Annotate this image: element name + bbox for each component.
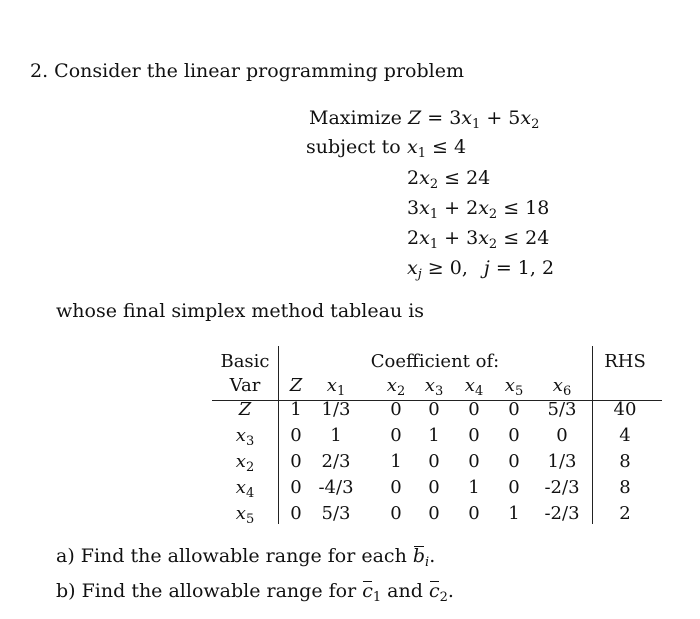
question-b bbox=[56, 580, 454, 605]
row-2-coef-x6: 1/3 bbox=[547, 451, 577, 472]
constraint-3-sub-b: 2 bbox=[488, 207, 498, 222]
row-4-coef-x3: 0 bbox=[428, 503, 440, 524]
constraint-4-sub-b: 2 bbox=[488, 237, 498, 252]
row-0-z-coef: 1 bbox=[290, 399, 302, 420]
constraint-1-sub: 1 bbox=[417, 146, 426, 161]
row-0-basic-var-name: Z bbox=[238, 399, 252, 420]
row-2-coef-x2: 1 bbox=[390, 451, 402, 472]
question-b-var1: c bbox=[362, 580, 373, 602]
header-z: Z bbox=[289, 375, 303, 396]
simplex-tableau bbox=[212, 346, 662, 527]
row-0-coef-x4: 0 bbox=[468, 399, 480, 420]
row-3-basic-var-sub: 4 bbox=[245, 486, 255, 501]
row-4-coef-x6: -2/3 bbox=[544, 503, 580, 524]
row-0-coef-x2: 0 bbox=[390, 399, 402, 420]
header-x4 bbox=[464, 375, 484, 399]
row-1-coef-x4: 0 bbox=[468, 425, 480, 446]
constraint-1 bbox=[407, 136, 467, 161]
row-2-basic-var-sub: 2 bbox=[245, 460, 255, 475]
header-x6-sub: 6 bbox=[562, 384, 572, 399]
header-x1-sub: 1 bbox=[336, 384, 346, 399]
row-4-coef-x5: 1 bbox=[508, 503, 520, 524]
row-2-coef-x1: 2/3 bbox=[321, 451, 351, 472]
row-4-rhs: 2 bbox=[619, 503, 631, 524]
row-3-coef-x2: 0 bbox=[390, 477, 402, 498]
constraint-4-mid: + 3 bbox=[438, 227, 479, 249]
row-0-rhs: 40 bbox=[613, 399, 637, 420]
constraint-2-var: x bbox=[419, 167, 430, 189]
row-1-coef-x3: 1 bbox=[428, 425, 440, 446]
constraint-3-sub-a: 1 bbox=[429, 207, 439, 222]
row-3-basic-var bbox=[235, 477, 255, 501]
question-b-prefix: b) Find the allowable range for bbox=[56, 580, 363, 602]
row-0-coef-x3: 0 bbox=[428, 399, 440, 420]
row-2-rhs: 8 bbox=[619, 451, 631, 472]
constraint-4 bbox=[407, 227, 550, 252]
header-x4-var: x bbox=[464, 375, 475, 396]
tableau-divider-basic bbox=[278, 346, 279, 524]
question-a-var: b bbox=[412, 545, 426, 567]
row-2-basic-var bbox=[235, 451, 255, 475]
constraint-nonnegativity bbox=[407, 257, 555, 282]
row-2-coef-x4: 0 bbox=[468, 451, 480, 472]
row-2-z-coef: 0 bbox=[290, 451, 302, 472]
row-1-rhs: 4 bbox=[619, 425, 631, 446]
row-1-z-coef: 0 bbox=[290, 425, 302, 446]
objective-label: Maximize bbox=[309, 107, 402, 129]
header-x2-var: x bbox=[386, 375, 397, 396]
row-1-basic-var bbox=[235, 425, 255, 449]
constraint-3 bbox=[407, 197, 550, 222]
header-x6 bbox=[552, 375, 572, 399]
row-1-coef-x2: 0 bbox=[390, 425, 402, 446]
header-x2 bbox=[386, 375, 406, 399]
problem-heading: 2. Consider the linear programming problem bbox=[30, 60, 464, 82]
objective-x2-sub: 2 bbox=[531, 117, 540, 132]
constraint-1-rest: ≤ 4 bbox=[426, 136, 467, 158]
question-a-prefix: a) Find the allowable range for each bbox=[56, 545, 413, 567]
constraint-5-j: j bbox=[483, 257, 490, 279]
row-3-z-coef: 0 bbox=[290, 477, 302, 498]
constraint-4-var-a: x bbox=[419, 227, 430, 249]
row-3-coef-x3: 0 bbox=[428, 477, 440, 498]
constraint-2-rest: ≤ 24 bbox=[438, 167, 491, 189]
row-0-coef-x6: 5/3 bbox=[547, 399, 577, 420]
header-x5 bbox=[504, 375, 524, 399]
question-a-sub: i bbox=[425, 555, 430, 570]
row-4-z-coef: 0 bbox=[290, 503, 302, 524]
objective-z: Z bbox=[408, 107, 422, 129]
objective-eq: = 3 bbox=[421, 107, 462, 129]
question-b-mid: and bbox=[381, 580, 429, 602]
constraint-2-lead: 2 bbox=[407, 167, 420, 189]
row-2-coef-x5: 0 bbox=[508, 451, 520, 472]
constraint-5-var: x bbox=[407, 257, 418, 279]
tableau-intro: whose final simplex method tableau is bbox=[56, 300, 425, 322]
constraint-1-var: x bbox=[407, 136, 418, 158]
objective-plus: + 5 bbox=[480, 107, 521, 129]
tableau-divider-rhs bbox=[592, 346, 593, 524]
objective-x1-sub: 1 bbox=[472, 117, 481, 132]
header-rhs: RHS bbox=[604, 351, 646, 372]
header-coefficient: Coefficient of: bbox=[370, 351, 500, 372]
row-2-basic-var-name: x bbox=[235, 451, 246, 472]
row-3-coef-x5: 0 bbox=[508, 477, 520, 498]
row-1-basic-var-sub: 3 bbox=[245, 434, 255, 449]
header-x4-sub: 4 bbox=[474, 384, 484, 399]
header-var: Var bbox=[229, 375, 261, 396]
row-0-basic-var bbox=[239, 400, 252, 420]
row-3-basic-var-name: x bbox=[235, 477, 246, 498]
row-1-coef-x6: 0 bbox=[556, 425, 568, 446]
header-x6-var: x bbox=[552, 375, 563, 396]
row-0-coef-x1: 1/3 bbox=[321, 399, 351, 420]
row-0-coef-x5: 0 bbox=[508, 399, 520, 420]
header-x3-var: x bbox=[424, 375, 435, 396]
question-b-sub1: 1 bbox=[372, 590, 382, 605]
row-4-coef-x1: 5/3 bbox=[321, 503, 351, 524]
row-4-basic-var-name: x bbox=[235, 503, 246, 524]
constraint-4-var-b: x bbox=[478, 227, 489, 249]
constraint-5-jrest: = 1, 2 bbox=[489, 257, 555, 279]
header-x2-sub: 2 bbox=[396, 384, 406, 399]
question-b-sub2: 2 bbox=[439, 590, 448, 605]
row-3-coef-x4: 1 bbox=[468, 477, 480, 498]
row-3-coef-x1: -4/3 bbox=[318, 477, 354, 498]
row-4-basic-var-sub: 5 bbox=[245, 512, 255, 527]
row-2-coef-x3: 0 bbox=[428, 451, 440, 472]
question-b-var2: c bbox=[428, 580, 440, 602]
question-a bbox=[56, 545, 436, 570]
objective-x2: x bbox=[520, 107, 532, 129]
header-x3-sub: 3 bbox=[434, 384, 444, 399]
header-x5-var: x bbox=[504, 375, 515, 396]
row-3-rhs: 8 bbox=[619, 477, 631, 498]
constraint-2 bbox=[407, 167, 491, 192]
header-basic: Basic bbox=[220, 351, 270, 372]
constraint-3-mid: + 2 bbox=[438, 197, 479, 219]
header-x3 bbox=[424, 375, 444, 399]
constraint-3-lead: 3 bbox=[407, 197, 420, 219]
row-4-coef-x4: 0 bbox=[468, 503, 480, 524]
objective-x1: x bbox=[461, 107, 473, 129]
constraint-3-rest: ≤ 18 bbox=[497, 197, 550, 219]
constraint-2-sub: 2 bbox=[429, 177, 439, 192]
constraint-4-rest: ≤ 24 bbox=[497, 227, 550, 249]
question-b-suffix: . bbox=[447, 580, 454, 602]
row-3-coef-x6: -2/3 bbox=[544, 477, 580, 498]
header-x1 bbox=[326, 375, 346, 399]
objective-expression bbox=[408, 107, 540, 132]
row-1-coef-x1: 1 bbox=[330, 425, 342, 446]
constraint-3-var-b: x bbox=[478, 197, 489, 219]
row-1-basic-var-name: x bbox=[235, 425, 246, 446]
question-a-suffix: . bbox=[429, 545, 436, 567]
header-x1-var: x bbox=[326, 375, 337, 396]
subject-to-label: subject to bbox=[306, 136, 401, 158]
row-1-coef-x5: 0 bbox=[508, 425, 520, 446]
constraint-3-var-a: x bbox=[419, 197, 430, 219]
constraint-4-lead: 2 bbox=[407, 227, 420, 249]
header-x5-sub: 5 bbox=[514, 384, 524, 399]
constraint-5-sub: j bbox=[417, 267, 422, 282]
constraint-4-sub-a: 1 bbox=[429, 237, 439, 252]
row-4-coef-x2: 0 bbox=[390, 503, 402, 524]
constraint-5-rest: ≥ 0, bbox=[421, 257, 468, 279]
row-4-basic-var bbox=[235, 503, 255, 527]
